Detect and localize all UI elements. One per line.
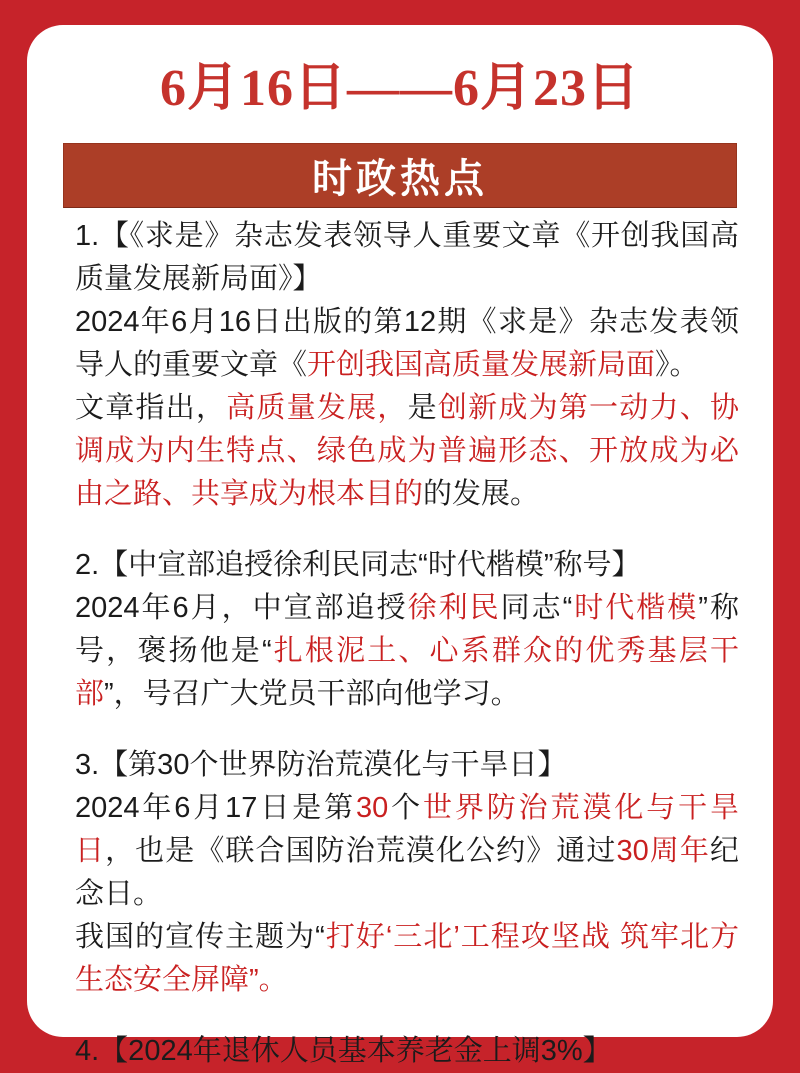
text-segment: 3.【第30个世界防治荒漠化与干旱日】 [75, 748, 567, 781]
text-segment: ”称号，褒扬他是“ [75, 591, 739, 667]
paragraph [75, 215, 739, 301]
topic-banner-label: 时政热点 [312, 156, 488, 201]
date-range-title: 6月16日——6月23日 [159, 60, 640, 117]
text-segment: 30 [355, 791, 389, 824]
text-segment: ，也是《联合国防治荒漠化公约》通过 [105, 834, 617, 867]
text-segment: 4.【2024年退休人员基本养老金上调3%】 [75, 1034, 612, 1067]
text-segment: 2024年6月16日出版的第12期《求是》杂志发表领导人的重要文章《 [75, 305, 739, 381]
text-segment: 30周年 [616, 834, 710, 867]
topic-banner [63, 143, 737, 208]
paragraph [75, 544, 739, 587]
text-segment: 2024年6月17日是第 [75, 791, 356, 824]
paragraph [75, 787, 739, 916]
paragraph [75, 301, 739, 387]
text-segment: ”，号召广大党员干部向他学习。 [104, 677, 520, 710]
text-segment: 我国的宣传主题为“ [75, 920, 325, 953]
text-segment: 是 [407, 391, 438, 424]
paragraph [75, 587, 739, 716]
text-segment: 开创我国高质量发展新局面 [307, 348, 656, 381]
text-segment: 徐利民 [407, 591, 501, 624]
content-card [27, 25, 773, 1067]
text-segment: 》。 [655, 348, 699, 381]
text-segment: 1.【《求是》杂志发表领导人重要文章《开创我国高质量发展新局面》】 [75, 219, 739, 295]
news-item [75, 544, 739, 716]
text-segment: 纪念日。 [75, 834, 739, 910]
text-segment: 2024年6月，中宣部追授 [75, 591, 408, 624]
paragraph [75, 387, 739, 516]
news-item [75, 215, 739, 516]
text-segment: 打好‘三北’工程攻坚战 筑牢北方生态安全屏障”。 [75, 920, 739, 996]
text-segment: 世界防治荒漠化与干旱日 [75, 791, 739, 867]
text-segment: 创新成为第一动力、协调成为内生特点、绿色成为普遍形态、开放成为必由之路、共享成为根本目的 [75, 391, 739, 510]
paragraph [75, 744, 739, 787]
text-segment: 高质量发展， [226, 391, 408, 424]
text-segment: 的发展。 [423, 477, 540, 510]
news-item [75, 1030, 739, 1073]
news-list [75, 215, 739, 1073]
text-segment: 时代楷模 [572, 591, 699, 624]
news-item [75, 744, 739, 1002]
text-segment: 同志“ [500, 591, 573, 624]
text-segment: 扎根泥土、心系群众的优秀基层干部 [75, 634, 739, 710]
text-segment: 个 [388, 791, 424, 824]
paragraph [75, 1030, 739, 1073]
text-segment: 文章指出， [75, 391, 227, 424]
paragraph [75, 916, 739, 1002]
text-segment: 2.【中宣部追授徐利民同志“时代楷模”称号】 [75, 548, 641, 581]
